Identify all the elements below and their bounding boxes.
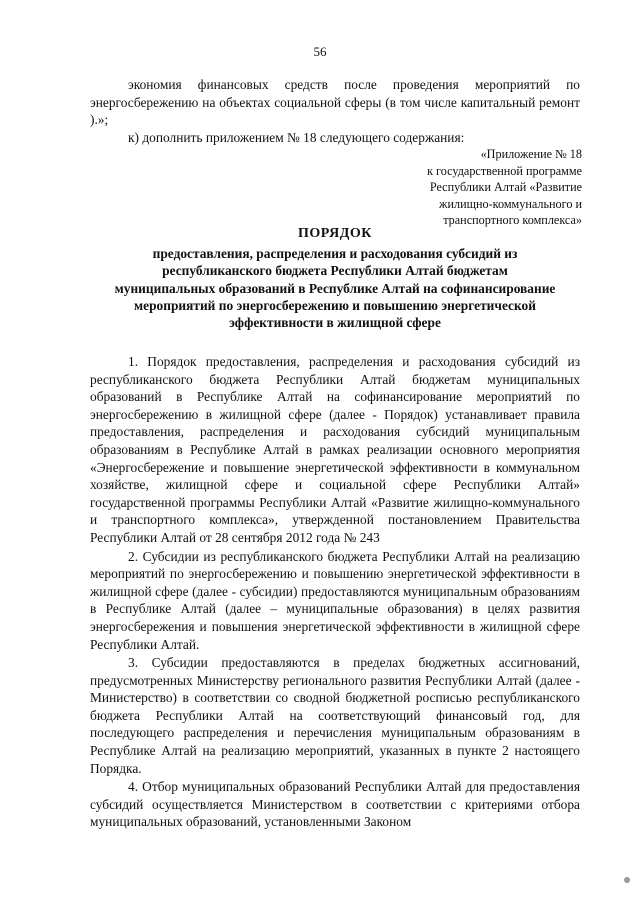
document-subtitle-line: предоставления, распределения и расходования субсидий из [152, 246, 518, 261]
body-paragraph-1: 1. Порядок предоставления, распределения и расходования субсидий из республиканского бюджета Республики Алтай бюджетам муниципальных образований в Республике Алтай на софинансирование мероприятий по энергосбережению в жилищной сфере (далее - Порядок) устанавливает правила предоставления, распределения и расходования субсидий муниципальным образованиям в Республике Алтай в рамках реализации основного мероприятия «Энергосбережение и повышение энергетической эффективности в коммунальном хозяйстве, жилищной сфере и социальной сфере Республики Алтай» государственной программы Республики Алтай «Развитие жилищно-коммунального и транспортного комплекса», утвержденной постановлением Правительства Республики Алтай от 28 сентября 2012 года № 243 [90, 354, 580, 545]
document-subtitle [90, 245, 580, 331]
appendix-note-line: транспортного комплекса» [443, 213, 582, 227]
appendix-note [407, 146, 582, 229]
page-number: 56 [313, 44, 327, 59]
body-paragraph-3: 3. Субсидии предоставляются в пределах бюджетных ассигнований, предусмотренных Министерству регионального развития Республики Алтай (далее - Министерство) в соответствии со сводной бюджетной росписью республиканского бюджета Республики Алтай на соответствующий финансовый год, для последующего распределения и перечисления муниципальным образованиям в Республике Алтай на реализацию мероприятий, указанных в пункте 2 настоящего Порядка. [90, 655, 580, 776]
body-paragraph-4: 4. Отбор муниципальных образований Республики Алтай для предоставления субсидий осуществляется Министерством в соответствии с критериями отбора муниципальных образований, установленными Законом [90, 779, 580, 830]
intro-text-block [90, 76, 580, 146]
appendix-note-line: жилищно-коммунального и [439, 196, 582, 211]
body-paragraph-2: 2. Субсидии из республиканского бюджета Республики Алтай на реализацию мероприятий по энергосбережению и повышению энергетической эффективности в жилищной сфере (далее - субсидии) предоставляются муниципальным образованиям в Республике Алтай (далее – муниципальные образования) в целях развития энергосбережения и повышения энергетической эффективности в жилищной сфере Республики Алтай. [90, 548, 580, 652]
document-subtitle-line: эффективности в жилищной сфере [229, 315, 441, 331]
document-subtitle-line: республиканского бюджета Республики Алтай бюджетам [162, 263, 508, 279]
intro-paragraph-1: экономия финансовых средств после проведения мероприятий по энергосбережению на объектах социальной сферы (в том числе капитальный ремонт ).»; [90, 77, 580, 128]
document-subtitle-line: муниципальных образований в Республике Алтай на софинансирование [114, 280, 556, 296]
intro-paragraph-2: к) дополнить приложением № 18 следующего содержания: [128, 129, 465, 145]
appendix-note-line: «Приложение № 18 [480, 147, 582, 161]
document-body [90, 353, 580, 831]
appendix-note-line: Республики Алтай «Развитие [429, 180, 582, 194]
document-title: ПОРЯДОК [298, 226, 372, 241]
document-subtitle-line: мероприятий по энергосбережению и повышению энергетической [134, 297, 536, 313]
scan-edge-mark [624, 877, 630, 883]
appendix-note-line: к государственной программе [427, 163, 582, 178]
